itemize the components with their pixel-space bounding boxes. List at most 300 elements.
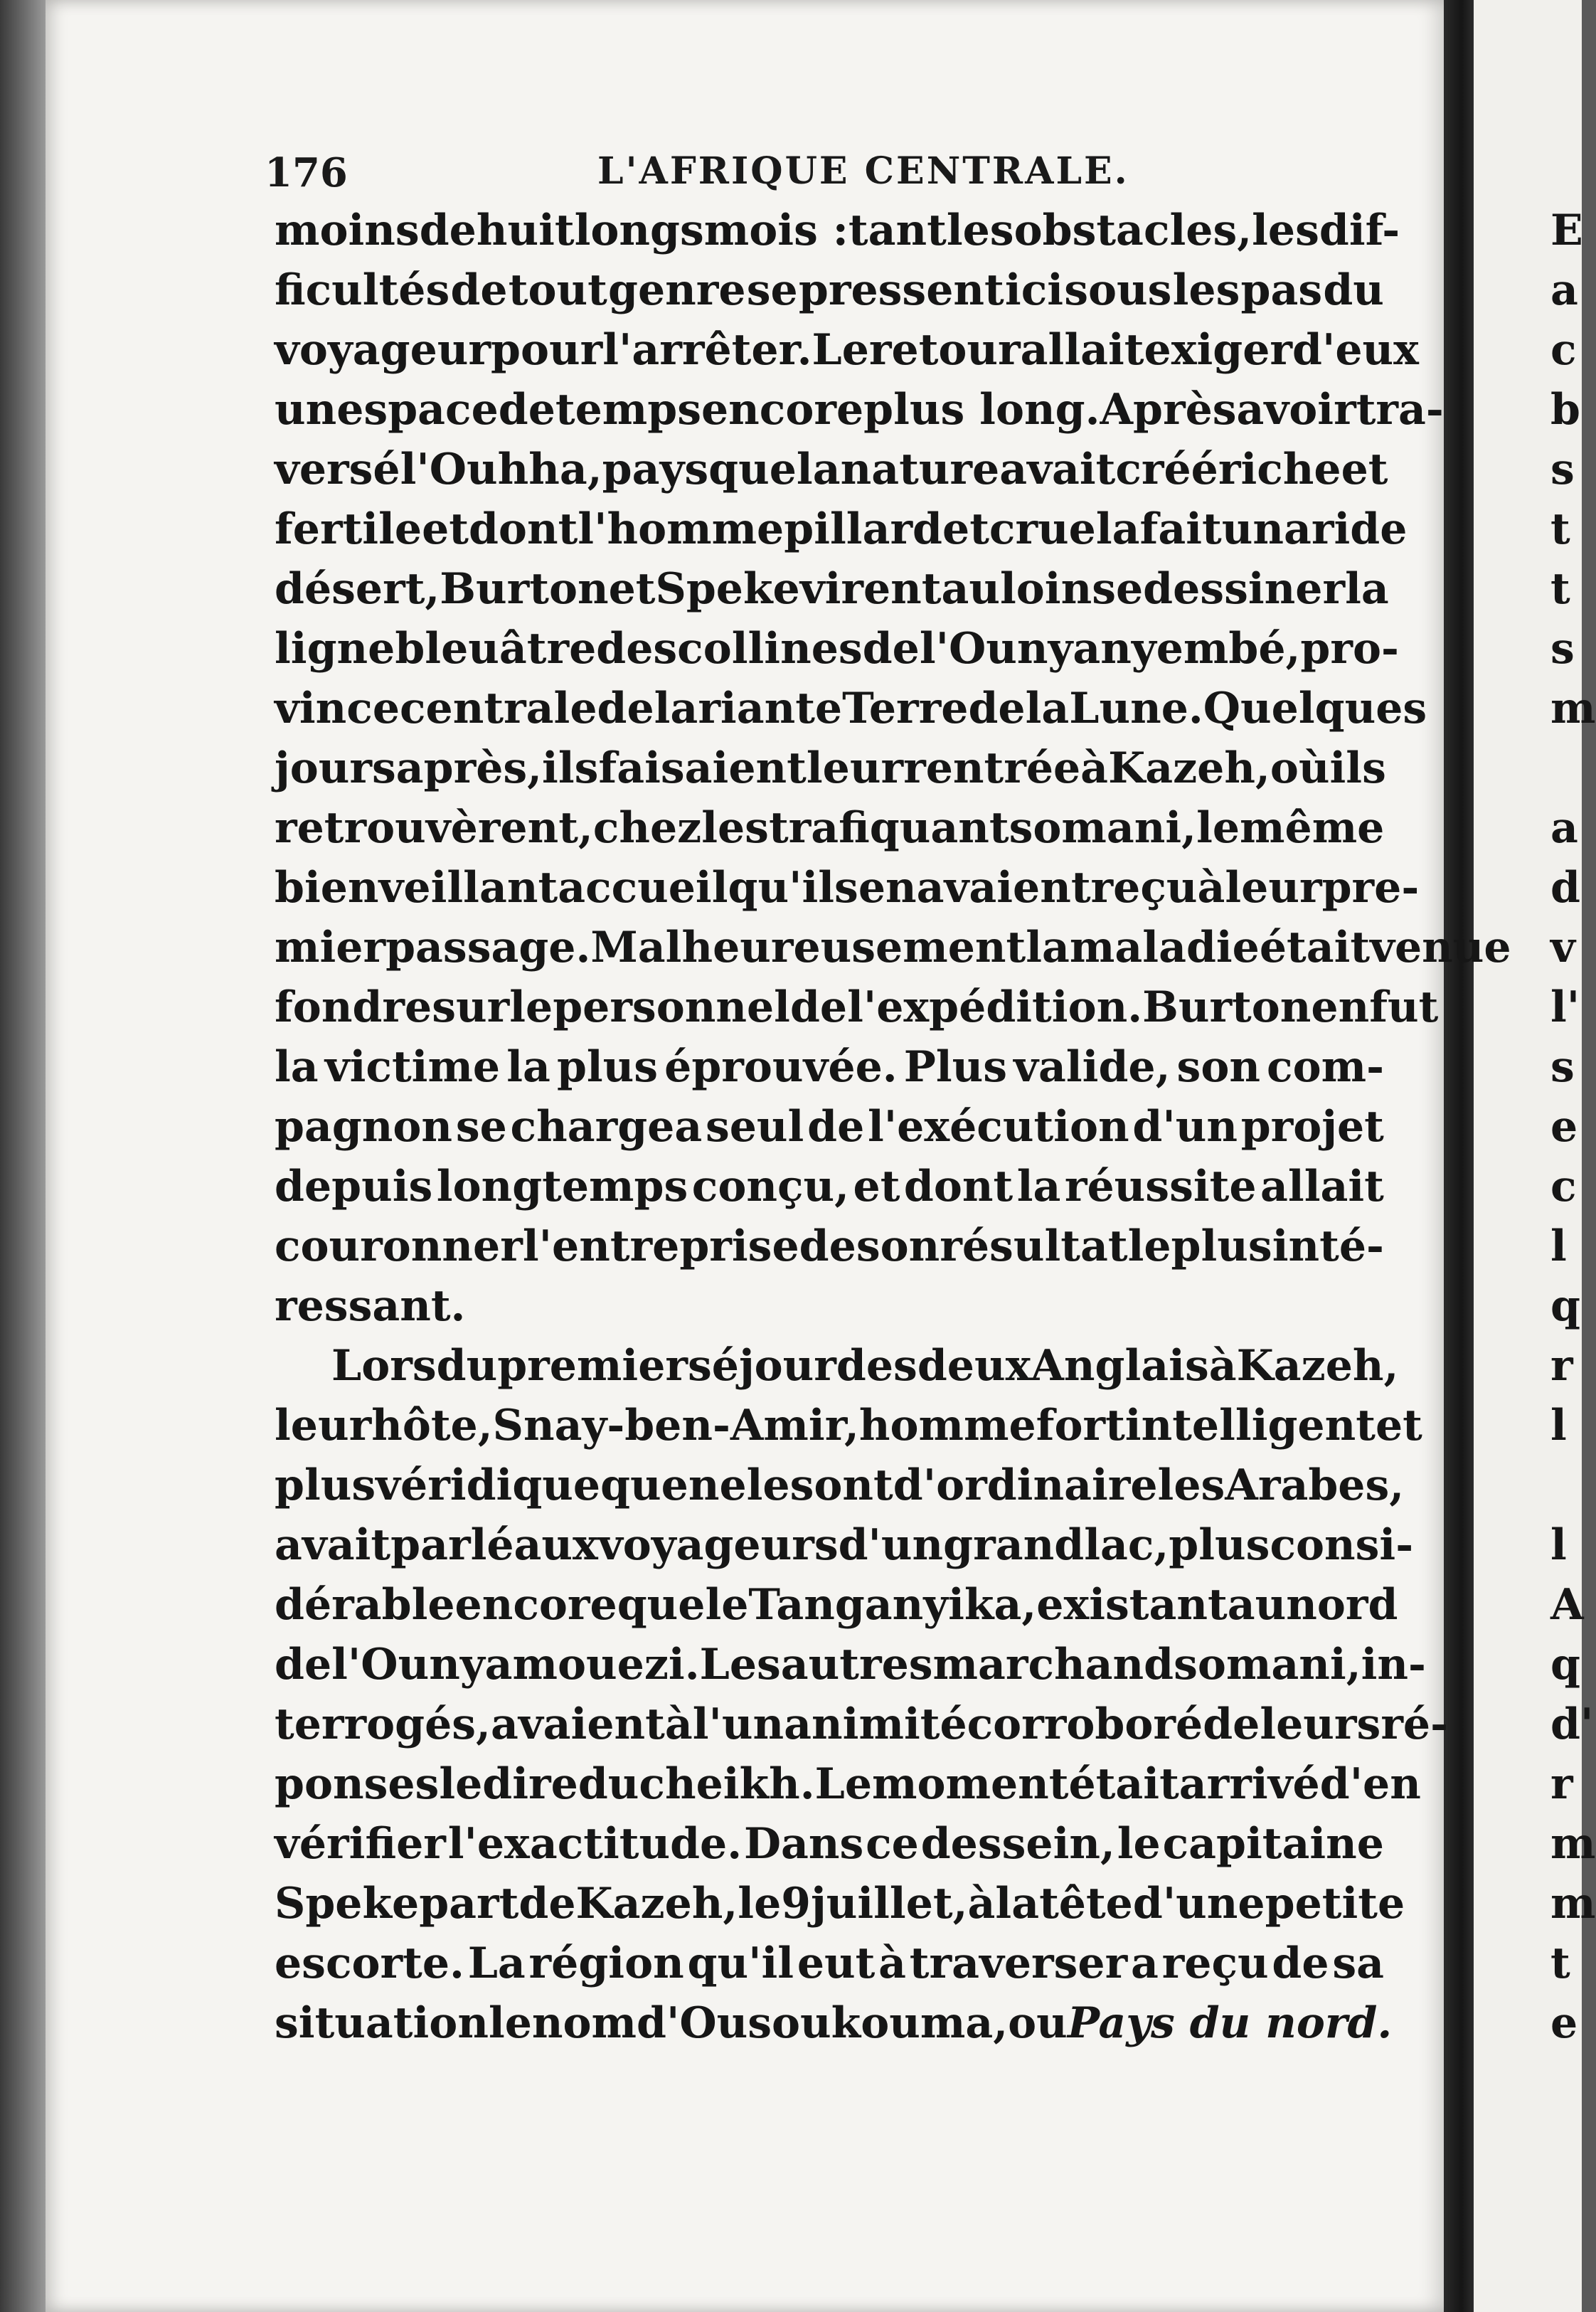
word: tout bbox=[508, 265, 607, 315]
word: inté- bbox=[1272, 1221, 1384, 1271]
word: résultat bbox=[940, 1221, 1128, 1271]
word: la bbox=[796, 445, 841, 494]
word: de bbox=[450, 265, 508, 315]
word: l'Ounyamouezi. bbox=[331, 1640, 700, 1690]
word: de bbox=[1203, 1699, 1260, 1749]
facing-line: t bbox=[1550, 1939, 1570, 1988]
facing-line: q bbox=[1550, 1281, 1580, 1331]
word: dif- bbox=[1319, 206, 1400, 255]
word: aride bbox=[1283, 504, 1408, 554]
word: son bbox=[1176, 1042, 1260, 1092]
facing-line: t bbox=[1550, 504, 1570, 554]
word: riche bbox=[1218, 445, 1341, 494]
word: que bbox=[617, 1580, 706, 1630]
facing-line: s bbox=[1550, 1042, 1575, 1092]
word: versé bbox=[275, 445, 400, 494]
word: lac, bbox=[1084, 1520, 1169, 1570]
word: réussite bbox=[1064, 1162, 1257, 1211]
text-line bbox=[275, 1276, 1384, 1336]
text-line bbox=[275, 1396, 1422, 1455]
word: que bbox=[708, 445, 797, 494]
word: l'unanimité bbox=[692, 1699, 967, 1749]
word: à bbox=[1080, 743, 1109, 793]
word: parlé bbox=[390, 1520, 514, 1570]
word: Kazeh, bbox=[1108, 743, 1270, 793]
word: temps bbox=[555, 385, 701, 435]
word: de bbox=[1272, 1939, 1329, 1988]
word: intelligent bbox=[1124, 1401, 1376, 1451]
facing-line: l bbox=[1550, 1221, 1567, 1271]
word: créé bbox=[1115, 445, 1218, 494]
word: les bbox=[1157, 1460, 1225, 1510]
word: Le bbox=[812, 325, 869, 375]
word: corroboré bbox=[967, 1699, 1203, 1749]
text-line bbox=[275, 380, 1444, 440]
word: chez bbox=[592, 803, 702, 853]
word: et bbox=[422, 504, 469, 554]
word: leur bbox=[1225, 863, 1322, 913]
word: conçu, bbox=[691, 1162, 850, 1211]
word: le bbox=[746, 1460, 790, 1510]
word: faisaient bbox=[598, 743, 807, 793]
word: l'entreprise bbox=[522, 1221, 799, 1271]
word: sa bbox=[1332, 1939, 1384, 1988]
word: voyageurs bbox=[597, 1520, 839, 1570]
word: le bbox=[1127, 1221, 1171, 1271]
word: et bbox=[1341, 445, 1388, 494]
facing-line: a bbox=[1550, 803, 1578, 853]
word: personnel bbox=[553, 982, 790, 1032]
text-line bbox=[275, 679, 1427, 738]
word: Malheureusement bbox=[590, 923, 1026, 972]
word: aux bbox=[514, 1520, 598, 1570]
text-line bbox=[275, 1635, 1426, 1695]
word: com- bbox=[1267, 1042, 1384, 1092]
word: ponses bbox=[275, 1759, 440, 1809]
word: allait bbox=[1260, 1162, 1384, 1211]
word: l'homme bbox=[578, 504, 784, 554]
word: se bbox=[746, 265, 798, 315]
text-line bbox=[275, 619, 1399, 679]
text-line bbox=[275, 1814, 1384, 1874]
word: les bbox=[1252, 206, 1319, 255]
word: voyageur bbox=[275, 325, 491, 375]
word: d'en bbox=[1319, 1759, 1421, 1809]
facing-line: d bbox=[1550, 863, 1580, 913]
word: Kazeh, bbox=[1236, 1341, 1399, 1391]
word: cruel bbox=[989, 504, 1112, 554]
word: plus bbox=[275, 1460, 376, 1510]
word: Dans bbox=[743, 1819, 864, 1869]
text-line bbox=[275, 1157, 1384, 1216]
word: la bbox=[506, 1042, 550, 1092]
word: passage. bbox=[385, 923, 591, 972]
word: était bbox=[1259, 923, 1371, 972]
word: marchands bbox=[932, 1640, 1198, 1690]
word: de bbox=[968, 684, 1026, 733]
text-line bbox=[275, 1037, 1384, 1097]
word: où bbox=[1270, 743, 1330, 793]
word: reçu bbox=[1090, 863, 1198, 913]
word: valide, bbox=[1014, 1042, 1171, 1092]
word: le bbox=[1117, 1819, 1161, 1869]
word: le bbox=[488, 1998, 532, 2048]
word: l'Ouhha, bbox=[400, 445, 602, 494]
word: dérable bbox=[275, 1580, 455, 1630]
word: des bbox=[836, 1341, 917, 1391]
word: autres bbox=[780, 1640, 933, 1690]
word: juillet, bbox=[811, 1879, 968, 1929]
word: avait bbox=[275, 1520, 391, 1570]
text-line bbox=[275, 559, 1389, 619]
word: d'une bbox=[1132, 1879, 1265, 1929]
word: de bbox=[807, 1102, 865, 1152]
word: était bbox=[1068, 1759, 1179, 1809]
word: se bbox=[1092, 564, 1144, 614]
text-line bbox=[275, 1515, 1414, 1575]
facing-line: e bbox=[1550, 1102, 1578, 1152]
word: genre bbox=[608, 265, 746, 315]
word: exiger bbox=[1144, 325, 1293, 375]
word: véridique bbox=[376, 1460, 601, 1510]
word: de bbox=[275, 1640, 332, 1690]
word: fondre bbox=[275, 982, 432, 1032]
word: et bbox=[1375, 1401, 1422, 1451]
word: nature bbox=[840, 445, 1000, 494]
word: la bbox=[1025, 684, 1070, 733]
word: a bbox=[1112, 504, 1140, 554]
word: ici bbox=[1004, 265, 1064, 315]
word: un bbox=[275, 385, 337, 435]
word: Lune. bbox=[1069, 684, 1203, 733]
facing-line: s bbox=[1550, 445, 1575, 494]
word: pre- bbox=[1321, 863, 1420, 913]
word: des bbox=[596, 624, 678, 674]
word: de bbox=[799, 1221, 856, 1271]
word: de bbox=[597, 684, 654, 733]
word: capitaine bbox=[1162, 1819, 1384, 1869]
facing-line bbox=[1550, 1455, 1582, 1515]
word: chargea bbox=[510, 1102, 703, 1152]
word: avait bbox=[999, 445, 1116, 494]
word: plus long. bbox=[863, 385, 1100, 435]
word: existant bbox=[1036, 1580, 1228, 1630]
text-line bbox=[275, 1695, 1448, 1754]
word: le bbox=[439, 1759, 483, 1809]
word: en bbox=[1311, 982, 1370, 1032]
word: du bbox=[436, 1341, 498, 1391]
facing-line: r bbox=[1550, 1341, 1573, 1391]
word: grand bbox=[943, 1520, 1085, 1570]
word: pas bbox=[1240, 265, 1323, 315]
text-line bbox=[275, 1993, 1393, 2053]
facing-line: q bbox=[1550, 1640, 1580, 1690]
word: accueil bbox=[558, 863, 728, 913]
word: encore bbox=[454, 1580, 617, 1630]
facing-line: m bbox=[1550, 1819, 1596, 1869]
word: riante bbox=[698, 684, 843, 733]
text-line bbox=[275, 201, 1400, 260]
word: fertile bbox=[275, 504, 422, 554]
word: retour bbox=[868, 325, 1021, 375]
word: la bbox=[1345, 564, 1389, 614]
word: Le bbox=[814, 1759, 872, 1809]
word: le bbox=[509, 982, 553, 1032]
word: terrogés, bbox=[275, 1699, 491, 1749]
facing-line: l bbox=[1550, 1401, 1567, 1451]
word: l'Ounyanyembé, bbox=[919, 624, 1301, 674]
facing-line: l' bbox=[1550, 982, 1580, 1032]
word: Pays du nord. bbox=[1067, 1998, 1393, 2048]
word: la bbox=[995, 1879, 1040, 1929]
word: homme bbox=[858, 1401, 1036, 1451]
word: nom bbox=[531, 1998, 637, 2048]
word: rentrée bbox=[903, 743, 1081, 793]
word: Snay-ben-Amir, bbox=[492, 1401, 859, 1451]
text-line bbox=[275, 320, 1419, 380]
word: encore bbox=[701, 385, 864, 435]
word: pays bbox=[602, 445, 709, 494]
word: trafiquants bbox=[768, 803, 1033, 853]
word: après, bbox=[395, 743, 543, 793]
word: consi- bbox=[1270, 1520, 1414, 1570]
text-line bbox=[275, 1754, 1421, 1814]
word: avaient bbox=[490, 1699, 665, 1749]
text-line bbox=[275, 798, 1384, 858]
word: avoir bbox=[1236, 385, 1356, 435]
word: d'un bbox=[838, 1520, 944, 1570]
word: Lors bbox=[331, 1341, 437, 1391]
word: du bbox=[1323, 265, 1384, 315]
word: tant bbox=[848, 206, 947, 255]
word: Speke bbox=[655, 564, 800, 614]
text-line bbox=[275, 918, 1511, 977]
facing-line: b bbox=[1550, 385, 1580, 435]
word: fut bbox=[1369, 982, 1439, 1032]
word: longs bbox=[574, 206, 704, 255]
word: ou bbox=[1008, 1998, 1068, 2048]
word: d'ordinaire bbox=[893, 1460, 1158, 1510]
word: leur bbox=[806, 743, 904, 793]
facing-line: r bbox=[1550, 1759, 1573, 1809]
word: vérifier bbox=[275, 1819, 446, 1869]
word: Les bbox=[699, 1640, 781, 1690]
word: avaient bbox=[916, 863, 1091, 913]
text-line bbox=[275, 1455, 1405, 1515]
word: la bbox=[654, 684, 698, 733]
word: escorte. bbox=[275, 1939, 464, 1988]
word: plus bbox=[1169, 1520, 1270, 1570]
word: ré- bbox=[1380, 1699, 1448, 1749]
word: pillard bbox=[784, 504, 943, 554]
book-gutter bbox=[1444, 0, 1474, 2312]
text-line bbox=[275, 1934, 1384, 1993]
word: à bbox=[664, 1699, 693, 1749]
word: de bbox=[518, 1879, 576, 1929]
facing-line: m bbox=[1550, 684, 1596, 733]
word: le bbox=[1196, 803, 1240, 853]
word: pour bbox=[490, 325, 603, 375]
word: allait bbox=[1020, 325, 1144, 375]
body-text bbox=[275, 201, 1511, 2053]
word: le bbox=[705, 1580, 749, 1630]
word: obstacles, bbox=[1014, 206, 1252, 255]
facing-line: a bbox=[1550, 265, 1578, 315]
word: petite bbox=[1265, 1879, 1405, 1929]
word: Burton bbox=[440, 564, 609, 614]
facing-line: l bbox=[1550, 1520, 1567, 1570]
text-line bbox=[275, 1216, 1384, 1276]
word: à bbox=[967, 1879, 996, 1929]
word: les bbox=[946, 206, 1014, 255]
word: au bbox=[1227, 1580, 1287, 1630]
word: la bbox=[275, 1042, 319, 1092]
word: du bbox=[578, 1759, 639, 1809]
word: en bbox=[858, 863, 917, 913]
word: longtemps bbox=[436, 1162, 688, 1211]
word: de bbox=[419, 206, 477, 255]
word: de bbox=[862, 624, 920, 674]
word: La bbox=[467, 1939, 526, 1988]
word: ligne bbox=[275, 624, 395, 674]
word: ressant. bbox=[275, 1281, 466, 1331]
word: Après bbox=[1100, 385, 1237, 435]
word: et bbox=[942, 504, 989, 554]
word: depuis bbox=[275, 1162, 433, 1211]
word: à bbox=[1197, 863, 1225, 913]
word: ne bbox=[688, 1460, 747, 1510]
facing-line: v bbox=[1550, 923, 1575, 972]
facing-page-text bbox=[1550, 201, 1596, 2053]
text-line bbox=[275, 1097, 1384, 1157]
word: ils bbox=[542, 743, 599, 793]
text-line bbox=[275, 977, 1439, 1037]
word: au bbox=[941, 564, 1000, 614]
word: la bbox=[1016, 1162, 1061, 1211]
word: premier bbox=[497, 1341, 688, 1391]
word: situation bbox=[275, 1998, 489, 2048]
word: ils bbox=[1329, 743, 1386, 793]
word: moins bbox=[275, 206, 420, 255]
word: d'un bbox=[1132, 1102, 1238, 1152]
word: pro- bbox=[1300, 624, 1399, 674]
facing-line: A bbox=[1550, 1580, 1584, 1630]
word: vince bbox=[275, 684, 400, 733]
word: séjour bbox=[688, 1341, 836, 1391]
word: les bbox=[1172, 265, 1240, 315]
facing-line: d' bbox=[1550, 1699, 1594, 1749]
word: part bbox=[419, 1879, 519, 1929]
word: victime bbox=[324, 1042, 501, 1092]
word: loin bbox=[999, 564, 1092, 614]
word: se bbox=[455, 1102, 507, 1152]
word: dont bbox=[903, 1162, 1014, 1211]
text-line bbox=[275, 1575, 1398, 1635]
word: projet bbox=[1240, 1102, 1384, 1152]
word: mier bbox=[275, 923, 386, 972]
word: ficultés bbox=[275, 265, 450, 315]
word: que bbox=[600, 1460, 688, 1510]
facing-line: m bbox=[1550, 1879, 1596, 1929]
page-stack-edge bbox=[0, 0, 46, 2312]
word: plus bbox=[1171, 1221, 1272, 1271]
word: région bbox=[528, 1939, 684, 1988]
facing-line bbox=[1550, 738, 1582, 798]
word: qu'ils bbox=[728, 863, 858, 913]
word: de bbox=[498, 385, 555, 435]
text-line bbox=[275, 738, 1384, 798]
word: nord bbox=[1286, 1580, 1398, 1630]
word: à bbox=[878, 1939, 907, 1988]
word: et bbox=[853, 1162, 900, 1211]
word: Kazeh, bbox=[575, 1879, 738, 1929]
word: son bbox=[856, 1221, 940, 1271]
word: maladie bbox=[1069, 923, 1260, 972]
word: l'arrêter. bbox=[602, 325, 812, 375]
word: Arabes, bbox=[1225, 1460, 1405, 1510]
word: couronner bbox=[275, 1221, 523, 1271]
word: 9 bbox=[781, 1879, 812, 1929]
page-header bbox=[265, 149, 1403, 199]
word: un bbox=[1221, 504, 1284, 554]
word: qu'il bbox=[687, 1939, 794, 1988]
word: pressent bbox=[798, 265, 1004, 315]
word: virent bbox=[799, 564, 942, 614]
word: dessiner bbox=[1143, 564, 1346, 614]
word: arrivé bbox=[1179, 1759, 1320, 1809]
word: leur bbox=[275, 1401, 372, 1451]
word: fait bbox=[1139, 504, 1222, 554]
word: les bbox=[701, 803, 769, 853]
word: deux bbox=[917, 1341, 1031, 1391]
word: seul bbox=[705, 1102, 804, 1152]
word: espace bbox=[336, 385, 499, 435]
word: retrouvèrent, bbox=[275, 803, 593, 853]
word: l'exécution bbox=[868, 1102, 1129, 1152]
word: sur bbox=[432, 982, 510, 1032]
page-number: 176 bbox=[265, 149, 348, 196]
word: Burton bbox=[1142, 982, 1312, 1032]
text-line bbox=[275, 440, 1388, 499]
word: leurs bbox=[1260, 1699, 1381, 1749]
facing-line: e bbox=[1550, 1998, 1578, 2048]
facing-line: E bbox=[1550, 206, 1583, 255]
facing-line: c bbox=[1550, 1162, 1577, 1211]
word: et bbox=[608, 564, 656, 614]
word: Terre bbox=[842, 684, 969, 733]
word: huit bbox=[476, 206, 575, 255]
word: hôte, bbox=[371, 1401, 493, 1451]
word: d'Ousoukouma, bbox=[637, 1998, 1009, 2048]
word: cheikh. bbox=[639, 1759, 815, 1809]
facing-line: t bbox=[1550, 564, 1570, 614]
word: de bbox=[789, 982, 848, 1032]
word: a bbox=[1131, 1939, 1159, 1988]
text-line bbox=[275, 858, 1420, 918]
word: le bbox=[738, 1879, 782, 1929]
word: in- bbox=[1361, 1640, 1426, 1690]
word: jours bbox=[275, 743, 396, 793]
word: tête bbox=[1039, 1879, 1133, 1929]
word: fort bbox=[1036, 1401, 1125, 1451]
word: ce bbox=[866, 1819, 919, 1869]
word: plus bbox=[556, 1042, 659, 1092]
word: omani, bbox=[1033, 803, 1197, 853]
word: pagnon bbox=[275, 1102, 453, 1152]
word: l'exactitude. bbox=[447, 1819, 743, 1869]
word: dire bbox=[482, 1759, 578, 1809]
word: venue bbox=[1370, 923, 1511, 972]
